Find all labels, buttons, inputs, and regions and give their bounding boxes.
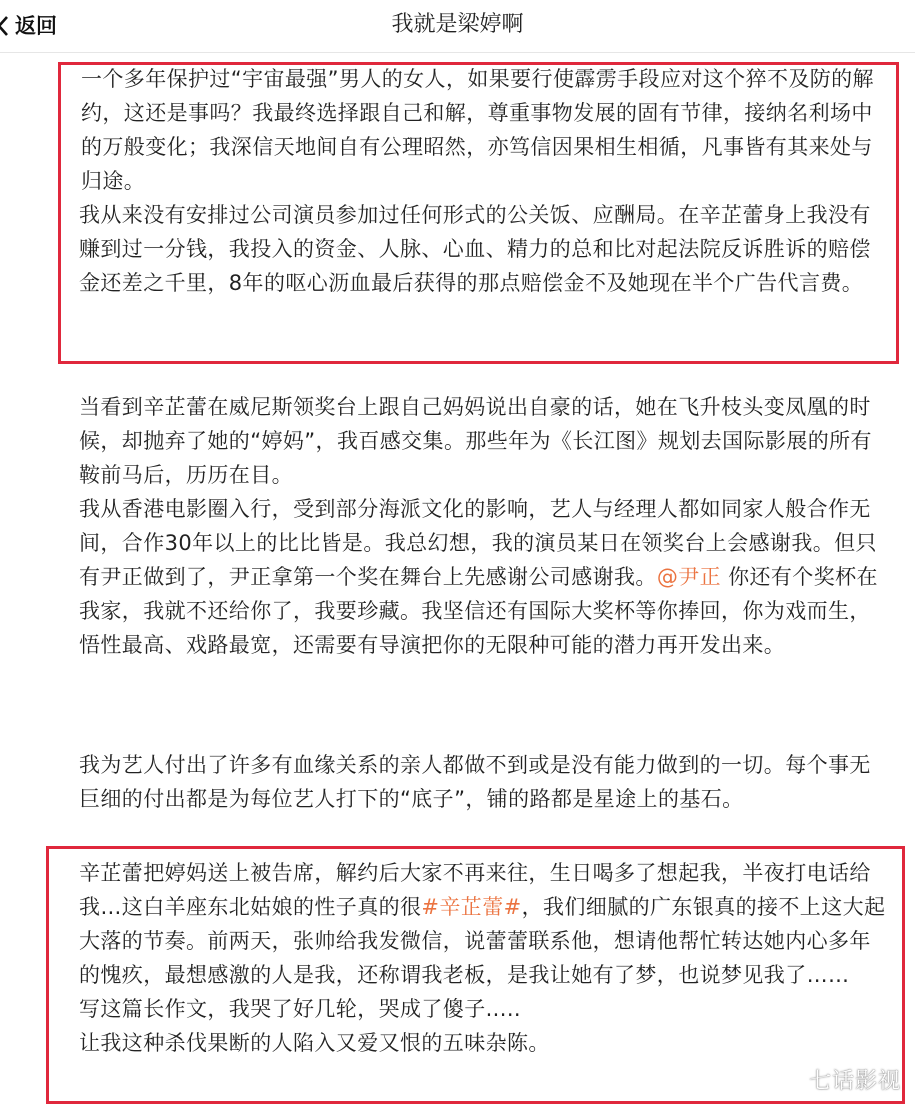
paragraph: 我从来没有安排过公司演员参加过任何形式的公关饭、应酬局。在辛芷蕾身上我没有赚到过一分钱，我投入的资金、人脉、心血、精力的总和比对起法院反诉胜诉的赔偿金还差之千里，8年的呕心沥血最后获得的那点赔偿金不及她现在半个广告代言费。 bbox=[79, 203, 871, 295]
mention-link[interactable]: @尹正 bbox=[656, 565, 722, 589]
paragraph-text: 辛芷蕾把婷妈送上被告席，解约后大家不再来往，生日喝多了想起我，半夜打电话给我…这白羊座东北姑娘的性子真的很 bbox=[79, 861, 871, 919]
top-bar bbox=[0, 0, 915, 53]
paragraph: 我为艺人付出了许多有血缘关系的亲人都做不到或是没有能力做到的一切。每个事无巨细的付出都是为每位艺人打下的“底子”，铺的路都是星途上的基石。 bbox=[79, 753, 871, 811]
back-label: 返回 bbox=[15, 14, 57, 38]
paragraph-text: 你还有个奖杯在我家，我就不还给你了，我要珍藏。我坚信还有国际大奖杯等你捧回，你为戏而生，悟性最高、戏路最宽，还需要有导演把你的无限种可能的潜力再开发出来。 bbox=[79, 565, 878, 657]
paragraph: 当看到辛芷蕾在威尼斯领奖台上跟自己妈妈说出自豪的话，她在飞升枝头变凤凰的时候，却抛弃了她的“婷妈”，我百感交集。那些年为《长江图》规划去国际影展的所有鞍前马后，历历在目。 bbox=[79, 395, 872, 487]
hashtag-link[interactable]: #辛芷蕾# bbox=[421, 895, 522, 919]
paragraph: 写这篇长作文，我哭了好几轮，哭成了傻子..... bbox=[79, 997, 521, 1021]
paragraph-text: ，我们细腻的广东银真的接不上这大起大落的节奏。前两天，张帅给我发微信，说蕾蕾联系他，想请他帮忙转达她内心多年的愧疚，最想感激的人是我，还称谓我老板，是我让她有了梦，也说梦见我了…… bbox=[79, 895, 886, 987]
post-section-1 bbox=[79, 62, 891, 300]
post-section-4 bbox=[79, 856, 891, 1060]
paragraph bbox=[79, 492, 891, 662]
paragraph bbox=[79, 856, 891, 992]
post-section-3 bbox=[79, 748, 891, 816]
watermark: 七话影视 bbox=[808, 1069, 901, 1094]
paragraph: 让我这种杀伐果断的人陷入又爱又恨的五味杂陈。 bbox=[79, 1031, 550, 1055]
paragraph: 一个多年保护过“宇宙最强”男人的女人，如果要行使霹雳手段应对这个猝不及防的解约，这还是事吗？我最终选择跟自己和解，尊重事物发展的固有节律，接纳名利场中的万般变化；我深信天地间自有公理昭然，亦笃信因果相生相循，凡事皆有其来处与归途。 bbox=[81, 67, 874, 193]
paragraph-text: 我从香港电影圈入行，受到部分海派文化的影响，艺人与经理人都如同家人般合作无间，合作30年以上的比比皆是。我总幻想，我的演员某日在领奖台上会感谢我。但只有尹正做到了，尹正拿第一个奖在舞台上先感谢公司感谢我。 bbox=[79, 497, 877, 589]
post-section-2 bbox=[79, 390, 891, 662]
page-title: 我就是梁婷啊 bbox=[391, 12, 524, 37]
